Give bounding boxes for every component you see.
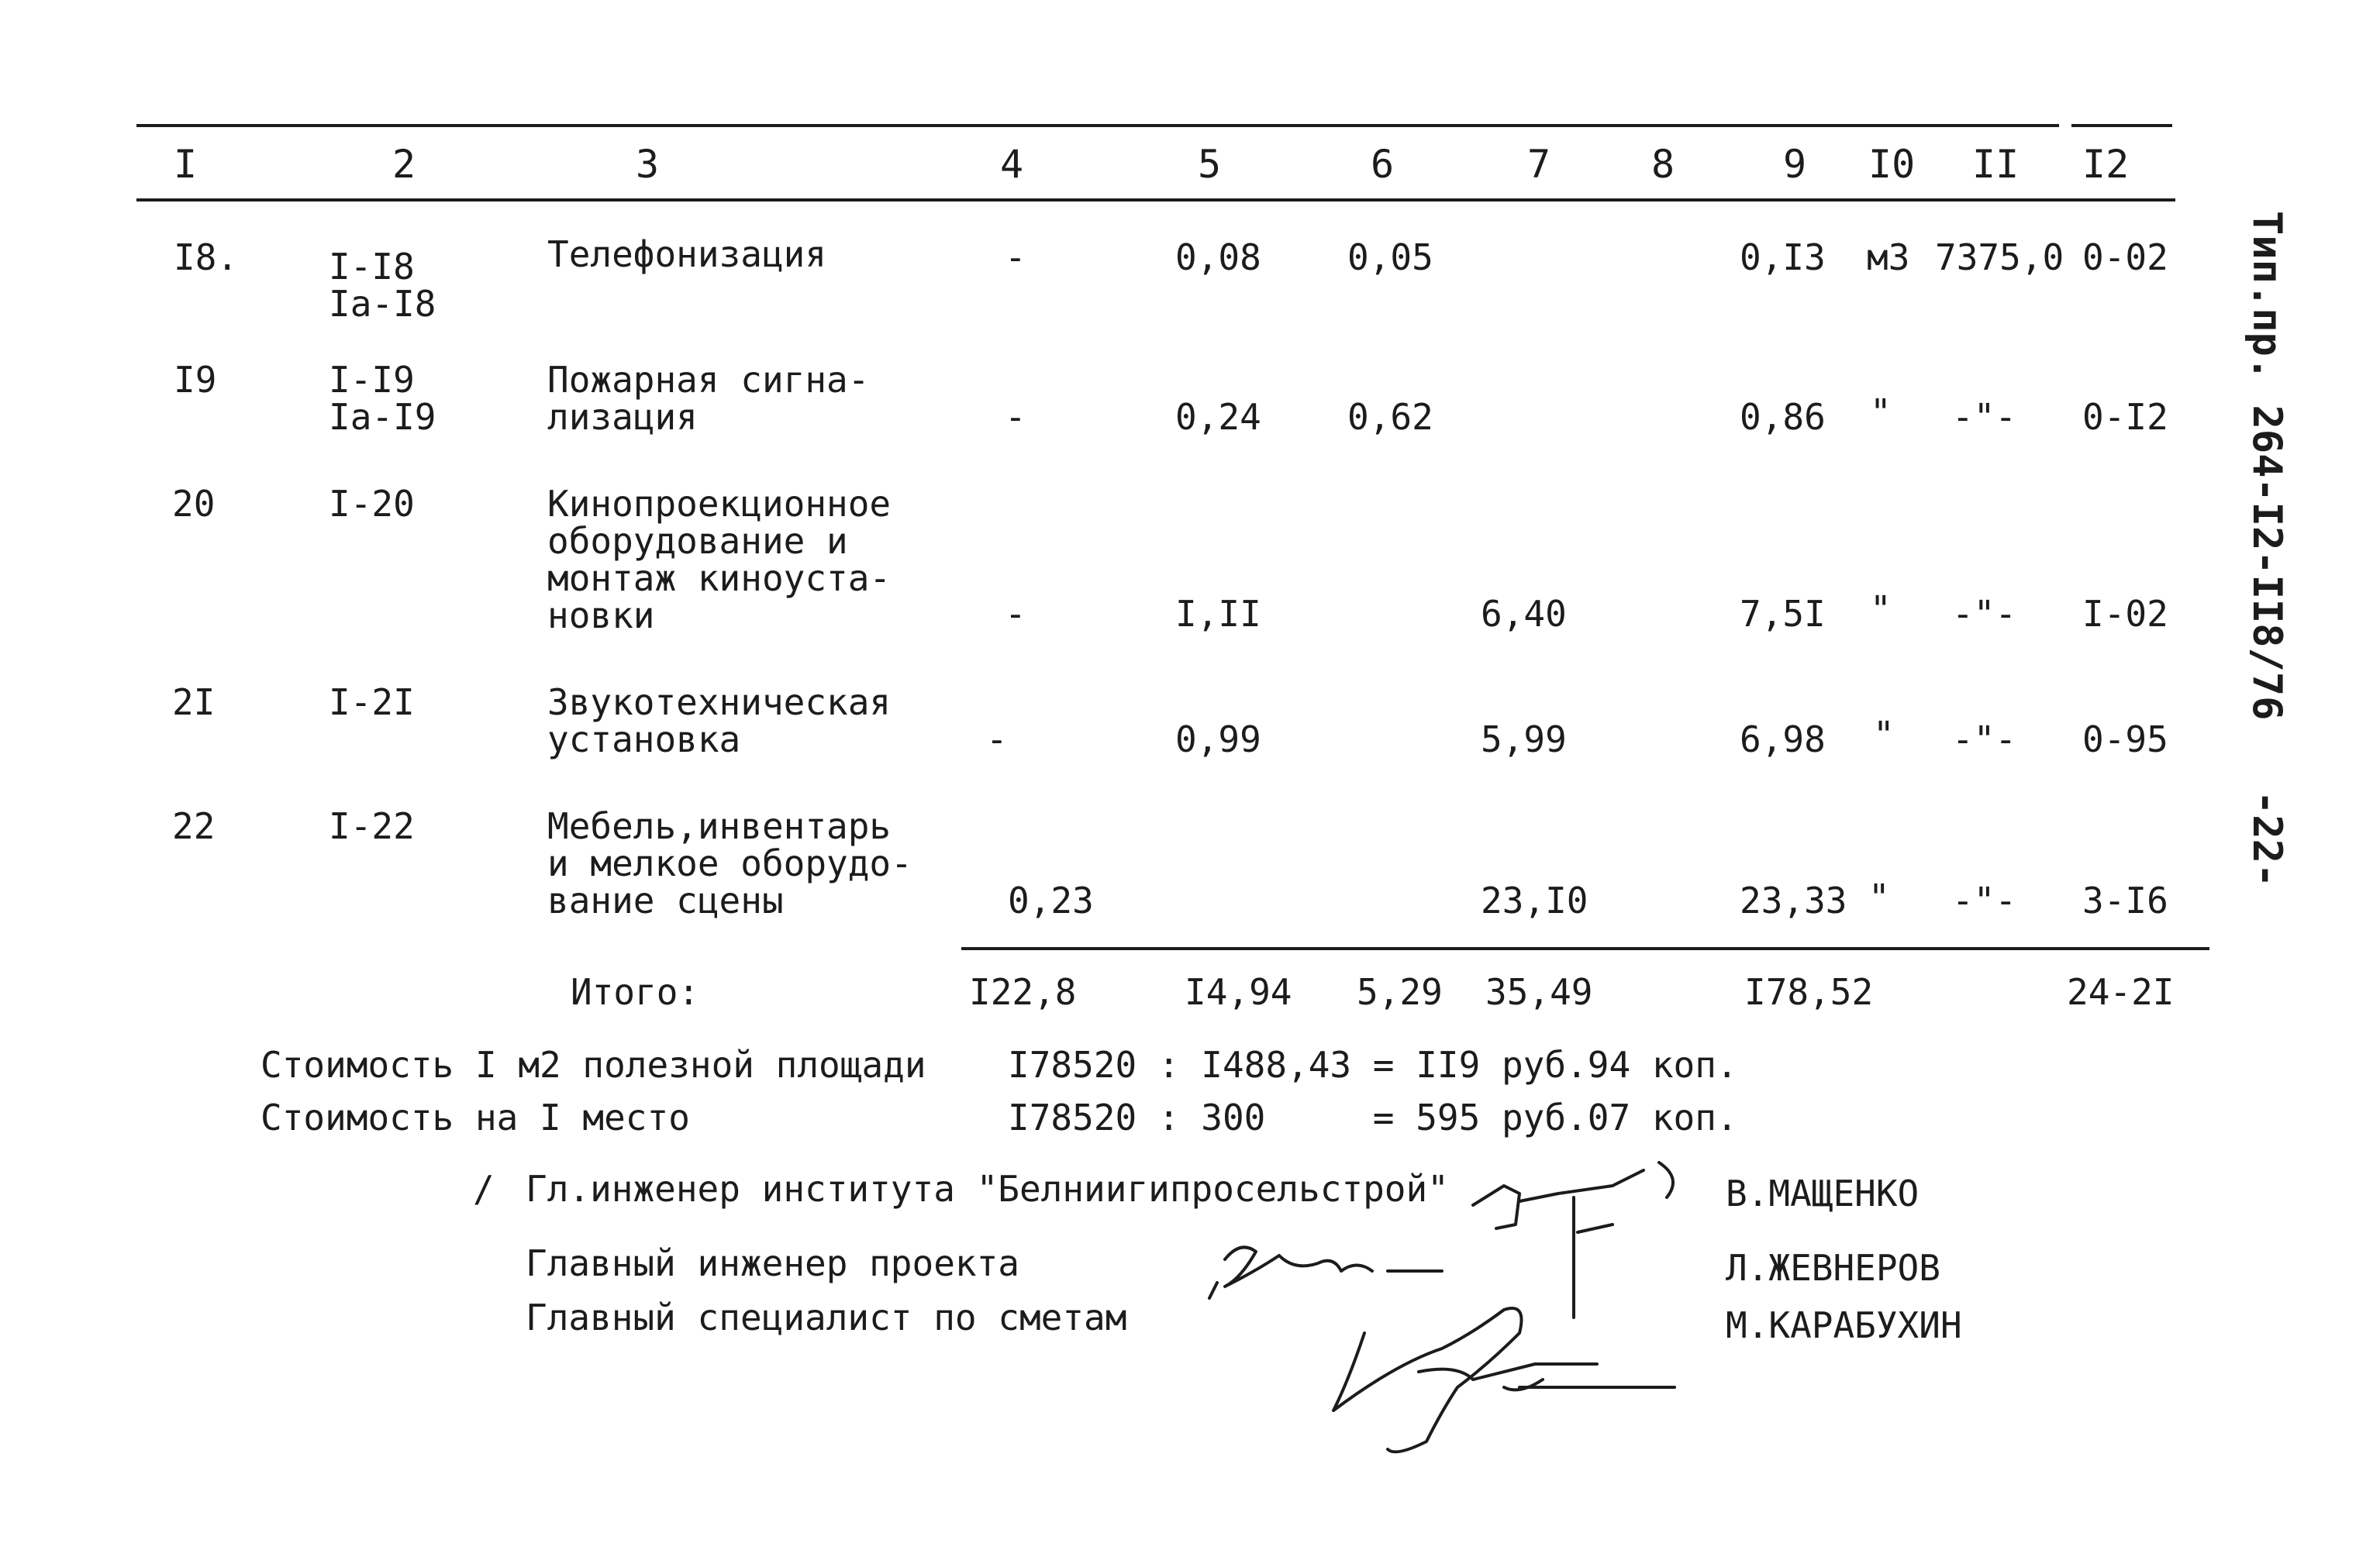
total-col7: 35,49 (1485, 971, 1593, 1013)
row-col6: 0,62 (1347, 396, 1433, 438)
row-col5: 0,99 (1175, 718, 1261, 760)
total-col9: I78,52 (1744, 971, 1874, 1013)
chief-engineer-institute-name: В.МАЩЕНКО (1726, 1173, 1920, 1214)
row-col5: 0,24 (1175, 396, 1261, 438)
row-col12: 0-95 (2082, 718, 2168, 760)
cost-per-m2-calc: I78520 : I488,43 = II9 руб.94 коп. (1008, 1044, 1738, 1086)
row-code: I-2I (329, 681, 415, 723)
row-code: I-I8 Ia-I8 (329, 246, 436, 325)
row-description: Телефонизация (547, 233, 827, 275)
col-header-6: 6 (1371, 142, 1395, 187)
total-col6: 5,29 (1357, 971, 1443, 1013)
col-header-7: 7 (1527, 142, 1551, 187)
chief-engineer-institute-title: Гл.инженер института "Белниигипросельстрой" (526, 1168, 1449, 1210)
row-col9: 6,98 (1740, 718, 1826, 760)
row-col12: I-02 (2082, 593, 2168, 635)
row-col11: -"- (1952, 718, 2017, 760)
col-header-10: I0 (1868, 142, 1916, 187)
row-col11: -"- (1952, 593, 2017, 635)
total-col4: I22,8 (969, 971, 1077, 1013)
cost-per-m2-label: Стоимость I м2 полезной площади (260, 1044, 926, 1086)
row-col6: 0,05 (1347, 236, 1433, 278)
signature-slash: / (473, 1168, 495, 1210)
row-number: I8. (174, 236, 239, 278)
col-header-4: 4 (1000, 142, 1024, 187)
row-col7: 23,I0 (1481, 880, 1588, 921)
col-header-5: 5 (1198, 142, 1222, 187)
chief-project-engineer-title: Главный инженер проекта (526, 1242, 1019, 1284)
row-col4: 0,23 (1008, 880, 1094, 921)
row-col9: 0,I3 (1740, 236, 1826, 278)
chief-estimator-title: Главный специалист по сметам (526, 1297, 1127, 1338)
total-col5: I4,94 (1185, 971, 1292, 1013)
row-description: Пожарная сигна- лизация (547, 359, 870, 438)
col-header-1: I (174, 142, 198, 187)
row-col9: 0,86 (1740, 396, 1826, 438)
row-col12: 0-02 (2082, 236, 2168, 278)
row-col11: -"- (1952, 396, 2017, 438)
row-col10: " (1870, 391, 1892, 433)
row-col4: - (1005, 396, 1026, 438)
cost-per-seat-label: Стоимость на I место (260, 1097, 690, 1138)
row-description: Кинопроекционное оборудование и монтаж киноуста- новки (547, 483, 892, 636)
row-col5: I,II (1175, 593, 1261, 635)
total-label: Итого: (571, 971, 700, 1013)
col-header-9: 9 (1783, 142, 1807, 187)
col-header-2: 2 (392, 142, 416, 187)
chief-project-engineer-name: Л.ЖЕВНЕРОВ (1726, 1247, 1940, 1289)
row-number: 2I (172, 681, 216, 723)
col-header-8: 8 (1651, 142, 1675, 187)
page-number-vertical: -22- (2244, 791, 2290, 888)
row-code: I-I9 Ia-I9 (329, 359, 436, 438)
row-col9: 23,33 (1740, 880, 1847, 921)
row-code: I-20 (329, 483, 415, 525)
row-col11: 7375,0 (1935, 236, 2064, 278)
row-col10: " (1873, 714, 1895, 756)
col-header-3: 3 (636, 142, 660, 187)
row-col10: м3 (1867, 236, 1910, 278)
row-col10: " (1870, 588, 1892, 630)
row-number: I9 (174, 359, 217, 401)
total-col12: 24-2I (2067, 971, 2175, 1013)
cost-per-seat-calc: I78520 : 300 = 595 руб.07 коп. (1008, 1097, 1738, 1138)
row-code: I-22 (329, 805, 415, 847)
row-col10: " (1868, 877, 1890, 918)
col-header-12: I2 (2082, 142, 2130, 187)
row-number: 22 (172, 805, 216, 847)
row-col11: -"- (1952, 880, 2017, 921)
row-description: Мебель,инвентарь и мелкое оборудо- вание сцены (547, 805, 912, 921)
row-col4: - (986, 718, 1008, 760)
row-number: 20 (172, 483, 216, 525)
row-col12: 3-I6 (2082, 880, 2168, 921)
col-header-11: II (1972, 142, 2020, 187)
row-col7: 5,99 (1481, 718, 1567, 760)
project-code-vertical: Тип.пр. 264-I2-II8/76 (2244, 211, 2290, 721)
row-col12: 0-I2 (2082, 396, 2168, 438)
row-col4: - (1005, 236, 1026, 278)
row-col9: 7,5I (1740, 593, 1826, 635)
row-description: Звукотехническая установка (547, 681, 892, 760)
chief-estimator-name: М.КАРАБУХИН (1726, 1304, 1962, 1346)
row-col5: 0,08 (1175, 236, 1261, 278)
row-col7: 6,40 (1481, 593, 1567, 635)
row-col4: - (1005, 593, 1026, 635)
